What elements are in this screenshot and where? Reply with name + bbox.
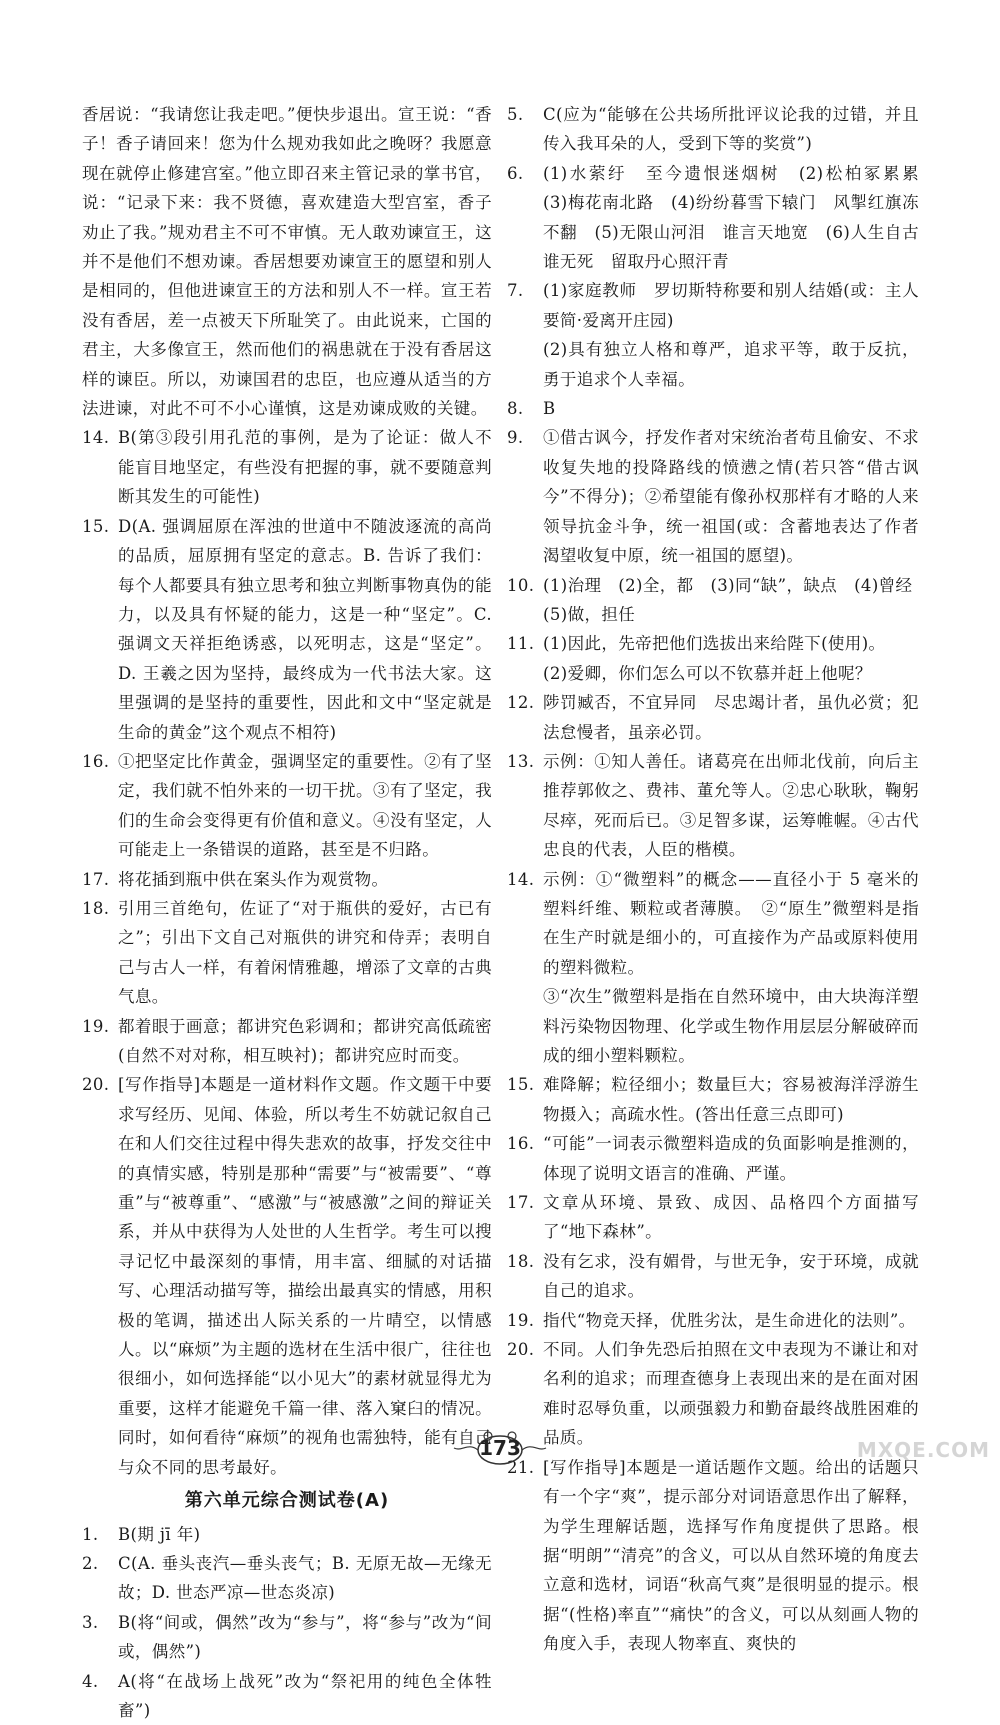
answer-text: 文章从环境、景致、成因、品格四个方面描写了“地下森林”。 (543, 1188, 919, 1247)
answer-item (507, 1129, 919, 1188)
answer-number: 14. (82, 423, 118, 511)
answer-item (507, 1070, 919, 1129)
answer-number: 15. (507, 1070, 543, 1129)
answer-number: 10. (507, 571, 543, 600)
answer-item (507, 159, 919, 277)
answer-continuation: (2)具有独立人格和尊严，追求平等，敢于反抗，勇于追求个人幸福。 (507, 335, 919, 394)
answer-item (507, 1247, 919, 1306)
answer-text: 示例：①知人善任。诸葛亮在出师北伐前，向后主推荐郭攸之、费祎、董允等人。②忠心耿耿，鞠躬尽瘁，死而后已。③足智多谋，运筹帷幄。④古代忠良的代表，人臣的楷模。 (543, 747, 919, 865)
answer-text: (1)水萦纡 至今遗恨迷烟树 (2)松柏冢累累 (3)梅花南北路 (4)纷纷暮雪下辕门 风掣红旗冻不翻 (5)无限山河泪 谁言天地宽 (6)人生自古谁无死 留取丹心照汗青 (543, 159, 919, 277)
answer-text: 没有乞求，没有媚骨，与世无争，安于环境，成就自己的追求。 (543, 1247, 919, 1306)
answer-number: 13. (507, 747, 543, 865)
answer-number: 2. (82, 1549, 118, 1608)
answer-number: 20. (82, 1070, 118, 1482)
answer-text: ①借古讽今，抒发作者对宋统治者苟且偷安、不求收复失地的投降路线的愤懑之情(若只答“借古讽今”不得分)；②希望能有像孙权那样有才略的人来领导抗金斗争，统一祖国(或：含蓄地表达了作者渴望收复中原，统一祖国的愿望)。 (543, 423, 919, 570)
answer-text: B(将“间或，偶然”改为“参与”，将“参与”改为“间或，偶然”) (118, 1608, 492, 1667)
answer-item (507, 394, 919, 423)
answer-number: 16. (507, 1129, 543, 1188)
answer-number: 6. (507, 159, 543, 277)
answer-continuation: ③“次生”微塑料是指在自然环境中，由大块海洋塑料污染物因物理、化学或生物作用层层分解破碎而成的细小塑料颗粒。 (507, 982, 919, 1070)
answer-item (507, 276, 919, 335)
answer-item (507, 747, 919, 865)
answer-text: A(将“在战场上战死”改为“祭祀用的纯色全体牲畜”) (118, 1667, 492, 1725)
answer-number: 9. (507, 423, 543, 570)
answer-text: [写作指导]本题是一道材料作文题。作文题干中要求写经历、见闻、体验，所以考生不妨就记叙自己在和人们交往过程中得失悲欢的故事，抒发交往中的真情实感，特别是那种“需要”与“被需要”、“尊重”与“被尊重”、“感激”与“被感激”之间的辩证关系，并从中获得为人处世的人生哲学。考生可以搜寻记忆中最深刻的事情，用丰富、细腻的对话描写、心理活动描写等，描绘出最真实的情感，用积极的笔调，描述出人际关系的一片晴空，以情感人。以“麻烦”为主题的选材在生活中很广，往往也很细小，如何选择能“以小见大”的素材就显得尤为重要，这样才能避免千篇一律、落入窠臼的情况。同时，如何看待“麻烦”的视角也需独特，能有自己与众不同的思考最好。 (118, 1070, 492, 1482)
answer-continuation: (2)爱卿，你们怎么可以不钦慕并赶上他呢？ (507, 659, 919, 688)
answer-item (507, 1306, 919, 1335)
answer-item (82, 1012, 492, 1071)
answer-item (507, 423, 919, 570)
passage-continuation: 香居说：“我请您让我走吧。”便快步退出。宣王说：“香子！香子请回来！您为什么规劝我如此之晚呀？我愿意现在就停止修建宫室。”他立即召来主管记录的掌书官，说：“记录下来：我不贤德，喜欢建造大型宫室，香子劝止了我。”规劝君主不可不审慎。无人敢劝谏宣王，这并不是他们不想劝谏。香居想要劝谏宣王的愿望和别人是相同的，但他进谏宣王的方法和别人不一样。宣王若没有香居，差一点被天下所耻笑了。由此说来，亡国的君主，大多像宣王，然而他们的祸患就在于没有香居这样的谏臣。所以，劝谏国君的忠臣，也应遵从适当的方法进谏，对此不可不小心谨慎，这是劝谏成败的关键。 (82, 100, 492, 423)
answer-number: 12. (507, 688, 543, 747)
answer-text: C(应为“能够在公共场所批评议论我的过错，并且传入我耳朵的人，受到下等的奖赏”) (543, 100, 919, 159)
answer-item (82, 512, 492, 747)
answer-item (82, 747, 492, 865)
answer-text: C(A. 垂头丧汽—垂头丧气；B. 无原无故—无缘无故；D. 世态严凉—世态炎凉) (118, 1549, 492, 1608)
answer-number: 3. (82, 1608, 118, 1667)
answer-number: 5. (507, 100, 543, 159)
answer-item (507, 571, 919, 600)
section-heading: 第六单元综合测试卷(A) (82, 1486, 492, 1515)
answer-item (507, 100, 919, 159)
answer-number: 1. (82, 1520, 118, 1549)
answer-text: B(期 jī 年) (118, 1520, 492, 1549)
answer-number: 19. (507, 1306, 543, 1335)
answer-text: B (543, 394, 919, 423)
answer-text: B(第③段引用孔范的事例，是为了论证：做人不能盲目地坚定，有些没有把握的事，就不要随意判断其发生的可能性) (118, 423, 492, 511)
answer-text: 指代“物竞天择，优胜劣汰，是生命进化的法则”。 (543, 1306, 919, 1335)
answer-number: 16. (82, 747, 118, 865)
answer-text: (1)家庭教师 罗切斯特称要和别人结婚(或：主人要简·爱离开庄园) (543, 276, 919, 335)
answer-text: 引用三首绝句，佐证了“对于瓶供的爱好，古已有之”；引出下文自己对瓶供的讲究和侍弄；表明自己与古人一样，有着闲情雅趣，增添了文章的古典气息。 (118, 894, 492, 1012)
answer-text: 将花插到瓶中供在案头作为观赏物。 (118, 865, 492, 894)
answer-number: 18. (82, 894, 118, 1012)
answer-number: 19. (82, 1012, 118, 1071)
answer-text: [写作指导]本题是一道话题作文题。给出的话题只有一个字“爽”，提示部分对词语意思作出了解释，为学生理解话题，选择写作角度提供了思路。根据“明朗”“清亮”的含义，可以从自然环境的角度去立意和选材，词语“秋高气爽”是很明显的提示。根据“(性格)率直”“痛快”的含义，可以从刻画人物的角度入手，表现人物率直、爽快的 (543, 1453, 919, 1659)
answer-text: “可能”一词表示微塑料造成的负面影响是推测的，体现了说明文语言的准确、严谨。 (543, 1129, 919, 1188)
answer-number: 17. (507, 1188, 543, 1247)
watermark-logo (844, 1408, 994, 1468)
answer-text: (1)因此，先帝把他们选拔出来给陛下(使用)。 (543, 629, 919, 658)
answer-item (82, 1667, 492, 1725)
watermark-text: MXQE.COM (857, 1438, 990, 1462)
answer-number: 7. (507, 276, 543, 335)
answer-number: 21. (507, 1453, 543, 1659)
answer-number: 8. (507, 394, 543, 423)
answer-number: 17. (82, 865, 118, 894)
answer-item (82, 865, 492, 894)
answer-text: 不同。人们争先恐后拍照在文中表现为不谦让和对名利的追求；而理查德身上表现出来的是在面对困难时忍辱负重，以顽强毅力和勤奋最终战胜困难的品质。 (543, 1335, 919, 1453)
left-column (82, 100, 492, 1725)
answer-item (82, 1070, 492, 1482)
answer-text: D(A. 强调屈原在浑浊的世道中不随波逐流的高尚的品质，屈原拥有坚定的意志。B. 告诉了我们：每个人都要具有独立思考和独立判断事物真伪的能力，以及具有怀疑的能力，这是一种“坚定”。C. 强调文天祥拒绝诱惑，以死明志，这是“坚定”。D. 王羲之因为坚持，最终成为一代书法大家。这里强调的是坚持的重要性，因此和文中“坚定就是生命的黄金”这个观点不相符) (118, 512, 492, 747)
page-number-badge (450, 1428, 550, 1468)
answer-list-left (82, 423, 492, 1482)
page-number: 173 (479, 1436, 521, 1460)
answer-list-unit6 (82, 1520, 492, 1725)
answer-number: 15. (82, 512, 118, 747)
answer-number: 18. (507, 1247, 543, 1306)
answer-item (82, 1520, 492, 1549)
answer-item (82, 1549, 492, 1608)
answer-text: 陟罚臧否，不宜异同 尽忠竭计者，虽仇必赏；犯法怠慢者，虽亲必罚。 (543, 688, 919, 747)
answer-text: (1)治理 (2)全，都 (3)同“缺”，缺点 (4)曾经 (543, 571, 919, 600)
answer-number: 11. (507, 629, 543, 658)
answer-item (507, 688, 919, 747)
answer-number: 20. (507, 1335, 543, 1453)
answer-item (507, 629, 919, 658)
answer-item (82, 1608, 492, 1667)
answer-item (507, 1453, 919, 1659)
answer-number: 14. (507, 865, 543, 983)
answer-text: 都着眼于画意；都讲究色彩调和；都讲究高低疏密(自然不对对称，相互映衬)；都讲究应时而变。 (118, 1012, 492, 1071)
answer-item (507, 1188, 919, 1247)
answer-text: 示例：①“微塑料”的概念——直径小于 5 毫米的塑料纤维、颗粒或者薄膜。 ②“原生”微塑料是指在生产时就是细小的，可直接作为产品或原料使用的塑料微粒。 (543, 865, 919, 983)
answer-text: 难降解；粒径细小；数量巨大；容易被海洋浮游生物摄入；高疏水性。(答出任意三点即可) (543, 1070, 919, 1129)
answer-number: 4. (82, 1667, 118, 1725)
answer-item (82, 894, 492, 1012)
answer-item (507, 865, 919, 983)
answer-continuation: (5)做，担任 (507, 600, 919, 629)
answer-item (82, 423, 492, 511)
answer-text: ①把坚定比作黄金，强调坚定的重要性。②有了坚定，我们就不怕外来的一切干扰。③有了坚定，我们的生命会变得更有价值和意义。④没有坚定，人可能走上一条错误的道路，甚至是不归路。 (118, 747, 492, 865)
